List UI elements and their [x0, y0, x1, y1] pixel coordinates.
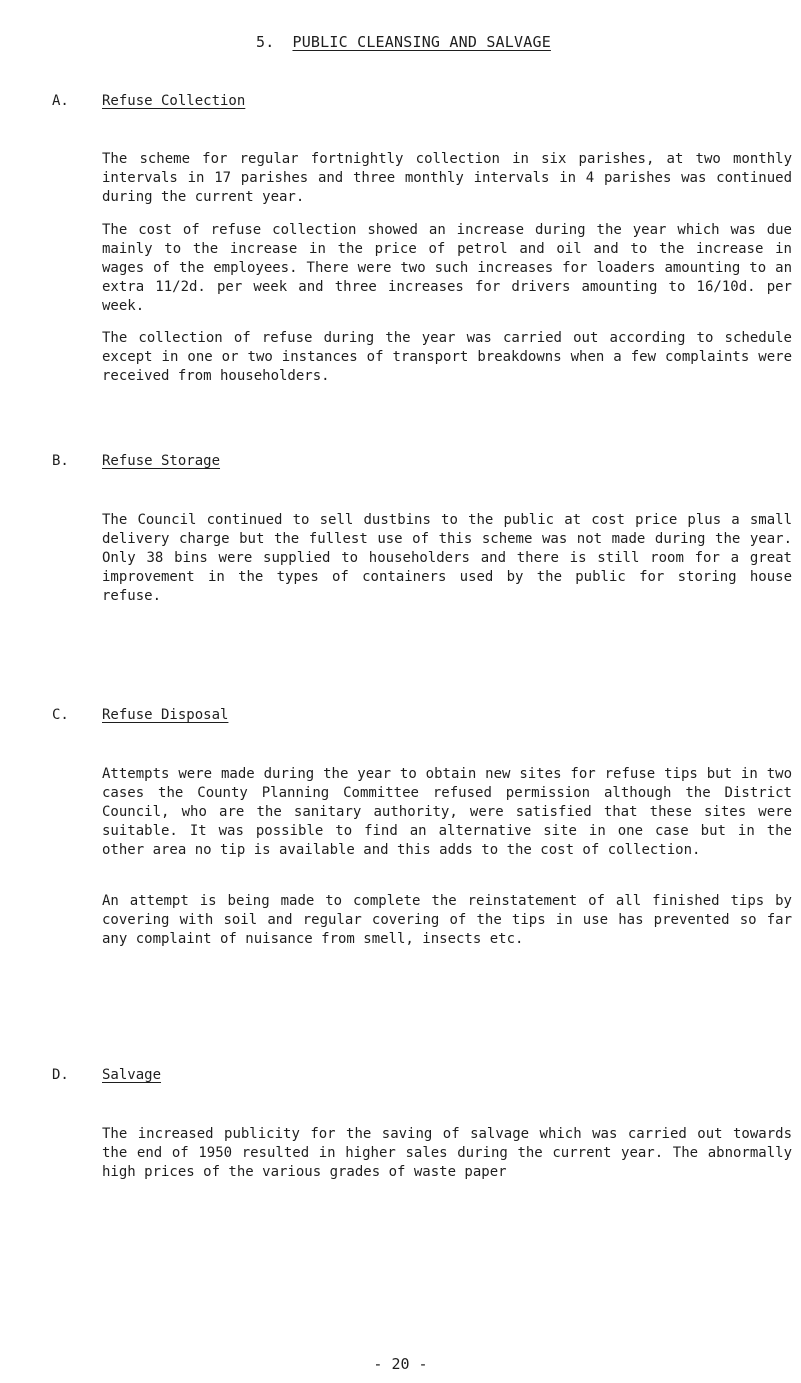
section-d-heading: Salvage: [102, 1067, 162, 1083]
section-a-letter: A.: [52, 93, 69, 109]
section-a-heading: Refuse Collection: [102, 93, 246, 109]
page-title: [256, 33, 551, 51]
section-a-paragraph-1: The scheme for regular fortnightly collection in six parishes, at two monthly intervals in 17 parishes and three monthly intervals in 4 parishes was continued during the current year.: [102, 151, 792, 205]
section-d-paragraph-1: The increased publicity for the saving of salvage which was carried out towards the end of 1950 resulted in higher sales during the current year. The abnormally high prices of the various grades of waste paper: [102, 1126, 792, 1180]
section-c-heading: Refuse Disposal: [102, 707, 229, 723]
section-b-paragraph-1: The Council continued to sell dustbins to the public at cost price plus a small delivery charge but the fullest use of this scheme was not made during the year. Only 38 bins were supplied to householders and there is still room for a great improvement in the types of containers used by the public for storing house refuse.: [102, 512, 792, 604]
section-c-paragraph-1: Attempts were made during the year to obtain new sites for refuse tips but in two cases the County Planning Committee refused permission although the District Council, who are the sanitary authority, were satisfied that these sites were suitable. It was possible to find an alternative site in one case but in the other area no tip is available and this adds to the cost of collection.: [102, 766, 792, 858]
section-a-paragraph-3: The collection of refuse during the year was carried out according to schedule except in one or two instances of transport breakdowns when a few complaints were received from householders.: [102, 330, 792, 384]
section-b-heading: Refuse Storage: [102, 453, 221, 469]
section-title: PUBLIC CLEANSING AND SALVAGE: [292, 33, 551, 51]
page-number: - 20 -: [373, 1355, 428, 1373]
section-a-paragraph-2: The cost of refuse collection showed an increase during the year which was due mainly to the increase in the price of petrol and oil and to the increase in wages of the employees. There were two such increases for loaders amounting to an extra 11/2d. per week and three increases for drivers amounting to 16/10d. per week.: [102, 222, 792, 314]
section-b-letter: B.: [52, 453, 69, 469]
section-c-letter: C.: [52, 707, 69, 723]
section-c-paragraph-2: An attempt is being made to complete the reinstatement of all finished tips by covering with soil and regular covering of the tips in use has prevented so far any complaint of nuisance from smell, insects etc.: [102, 893, 792, 947]
section-number: 5.: [256, 33, 275, 51]
section-d-letter: D.: [52, 1067, 69, 1083]
